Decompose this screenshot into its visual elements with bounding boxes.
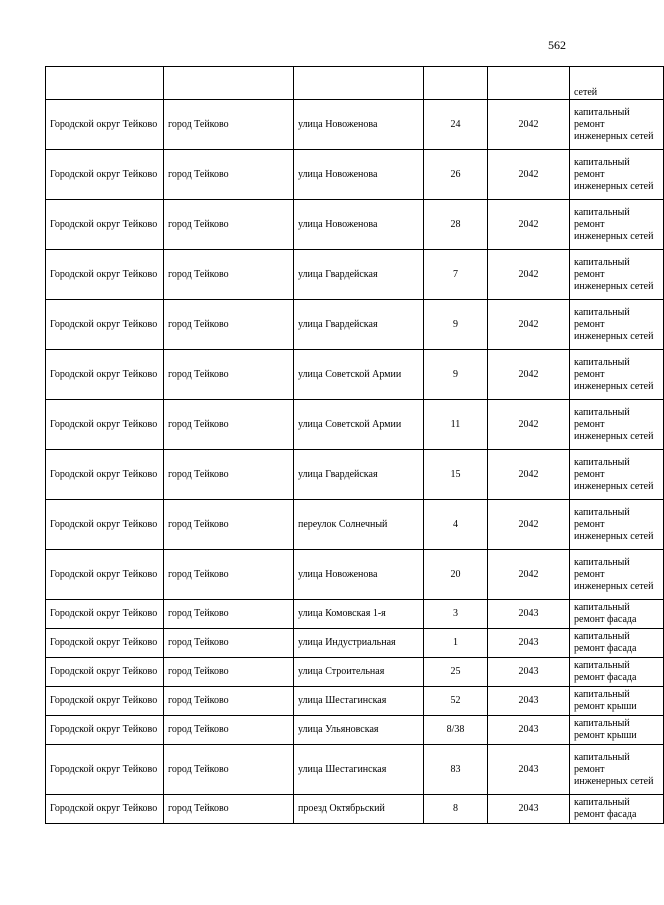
cell-city: город Тейково: [164, 450, 294, 500]
cell-district: [46, 67, 164, 100]
cell-year: 2042: [488, 200, 570, 250]
table-row: [46, 250, 664, 300]
cell-district: Городской округ Тейково: [46, 500, 164, 550]
table-row: [46, 400, 664, 450]
table-row: [46, 795, 664, 824]
table-row-continuation: [46, 67, 664, 100]
cell-work: капитальный ремонт крыши: [570, 716, 664, 745]
cell-city: город Тейково: [164, 658, 294, 687]
cell-city: город Тейково: [164, 250, 294, 300]
cell-city: город Тейково: [164, 100, 294, 150]
cell-year: 2042: [488, 300, 570, 350]
table-row: [46, 500, 664, 550]
cell-year: 2043: [488, 600, 570, 629]
cell-work: капитальный ремонт инженерных сетей: [570, 100, 664, 150]
cell-city: город Тейково: [164, 687, 294, 716]
cell-work: капитальный ремонт инженерных сетей: [570, 745, 664, 795]
cell-work: капитальный ремонт инженерных сетей: [570, 300, 664, 350]
cell-house: 24: [424, 100, 488, 150]
cell-street: улица Комовская 1-я: [294, 600, 424, 629]
table-row: [46, 450, 664, 500]
cell-house: 11: [424, 400, 488, 450]
cell-city: город Тейково: [164, 600, 294, 629]
cell-street: улица Новоженова: [294, 150, 424, 200]
cell-street: улица Строительная: [294, 658, 424, 687]
cell-work: капитальный ремонт инженерных сетей: [570, 500, 664, 550]
cell-street: улица Советской Армии: [294, 350, 424, 400]
cell-city: город Тейково: [164, 629, 294, 658]
cell-work: капитальный ремонт крыши: [570, 687, 664, 716]
cell-work: капитальный ремонт инженерных сетей: [570, 400, 664, 450]
cell-street: улица Ульяновская: [294, 716, 424, 745]
cell-year: 2042: [488, 100, 570, 150]
cell-city: город Тейково: [164, 200, 294, 250]
cell-year: 2042: [488, 550, 570, 600]
cell-house: 9: [424, 350, 488, 400]
cell-district: Городской округ Тейково: [46, 658, 164, 687]
cell-district: Городской округ Тейково: [46, 150, 164, 200]
page-number: 562: [548, 38, 566, 52]
cell-house: 8: [424, 795, 488, 824]
cell-house: 52: [424, 687, 488, 716]
cell-street: улица Новоженова: [294, 200, 424, 250]
cell-district: Городской округ Тейково: [46, 100, 164, 150]
cell-street: улица Гвардейская: [294, 300, 424, 350]
cell-house: [424, 67, 488, 100]
cell-house: 25: [424, 658, 488, 687]
cell-house: 15: [424, 450, 488, 500]
cell-house: 83: [424, 745, 488, 795]
cell-work: капитальный ремонт фасада: [570, 795, 664, 824]
cell-street: [294, 67, 424, 100]
cell-year: 2043: [488, 658, 570, 687]
cell-work: капитальный ремонт инженерных сетей: [570, 250, 664, 300]
cell-year: 2042: [488, 450, 570, 500]
cell-work: капитальный ремонт инженерных сетей: [570, 450, 664, 500]
table-row: [46, 745, 664, 795]
table-row: [46, 716, 664, 745]
cell-city: город Тейково: [164, 150, 294, 200]
cell-work: капитальный ремонт инженерных сетей: [570, 150, 664, 200]
cell-year: 2043: [488, 795, 570, 824]
cell-district: Городской округ Тейково: [46, 795, 164, 824]
cell-house: 28: [424, 200, 488, 250]
table-row: [46, 100, 664, 150]
cell-year: 2042: [488, 400, 570, 450]
cell-year: 2042: [488, 350, 570, 400]
table-row: [46, 150, 664, 200]
cell-city: город Тейково: [164, 795, 294, 824]
cell-year: 2043: [488, 687, 570, 716]
cell-street: проезд Октябрьский: [294, 795, 424, 824]
cell-district: Городской округ Тейково: [46, 450, 164, 500]
cell-district: Городской округ Тейково: [46, 200, 164, 250]
cell-house: 26: [424, 150, 488, 200]
cell-street: переулок Солнечный: [294, 500, 424, 550]
cell-work: капитальный ремонт инженерных сетей: [570, 550, 664, 600]
cell-house: 4: [424, 500, 488, 550]
registry-table: [45, 66, 664, 824]
cell-district: Городской округ Тейково: [46, 400, 164, 450]
cell-city: город Тейково: [164, 400, 294, 450]
cell-street: улица Гвардейская: [294, 450, 424, 500]
table-row: [46, 550, 664, 600]
cell-street: улица Советской Армии: [294, 400, 424, 450]
cell-street: улица Индустриальная: [294, 629, 424, 658]
cell-house: 20: [424, 550, 488, 600]
table-row: [46, 350, 664, 400]
table-row: [46, 658, 664, 687]
cell-work: капитальный ремонт фасада: [570, 658, 664, 687]
cell-district: Городской округ Тейково: [46, 300, 164, 350]
cell-district: Городской округ Тейково: [46, 550, 164, 600]
cell-year: 2042: [488, 250, 570, 300]
cell-year: 2043: [488, 629, 570, 658]
registry-table-body: [46, 67, 664, 824]
cell-city: город Тейково: [164, 550, 294, 600]
cell-city: город Тейково: [164, 300, 294, 350]
cell-city: город Тейково: [164, 716, 294, 745]
cell-street: улица Новоженова: [294, 550, 424, 600]
cell-city: город Тейково: [164, 500, 294, 550]
cell-street: улица Гвардейская: [294, 250, 424, 300]
cell-year: 2043: [488, 716, 570, 745]
cell-work: капитальный ремонт фасада: [570, 600, 664, 629]
cell-district: Городской округ Тейково: [46, 350, 164, 400]
cell-year: 2042: [488, 150, 570, 200]
cell-district: Городской округ Тейково: [46, 687, 164, 716]
table-row: [46, 629, 664, 658]
cell-work: капитальный ремонт инженерных сетей: [570, 200, 664, 250]
table-row: [46, 687, 664, 716]
cell-house: 7: [424, 250, 488, 300]
cell-city: город Тейково: [164, 350, 294, 400]
cell-street: улица Шестагинская: [294, 745, 424, 795]
table-row: [46, 200, 664, 250]
cell-street: улица Новоженова: [294, 100, 424, 150]
cell-work: сетей: [570, 67, 664, 100]
cell-year: 2043: [488, 745, 570, 795]
cell-year: 2042: [488, 500, 570, 550]
cell-house: 3: [424, 600, 488, 629]
cell-house: 8/38: [424, 716, 488, 745]
cell-district: Городской округ Тейково: [46, 250, 164, 300]
cell-street: улица Шестагинская: [294, 687, 424, 716]
cell-district: Городской округ Тейково: [46, 745, 164, 795]
cell-house: 9: [424, 300, 488, 350]
cell-district: Городской округ Тейково: [46, 629, 164, 658]
table-row: [46, 300, 664, 350]
cell-work: капитальный ремонт инженерных сетей: [570, 350, 664, 400]
cell-year: [488, 67, 570, 100]
table-row: [46, 600, 664, 629]
cell-city: [164, 67, 294, 100]
cell-district: Городской округ Тейково: [46, 600, 164, 629]
cell-city: город Тейково: [164, 745, 294, 795]
cell-district: Городской округ Тейково: [46, 716, 164, 745]
cell-house: 1: [424, 629, 488, 658]
cell-work: капитальный ремонт фасада: [570, 629, 664, 658]
